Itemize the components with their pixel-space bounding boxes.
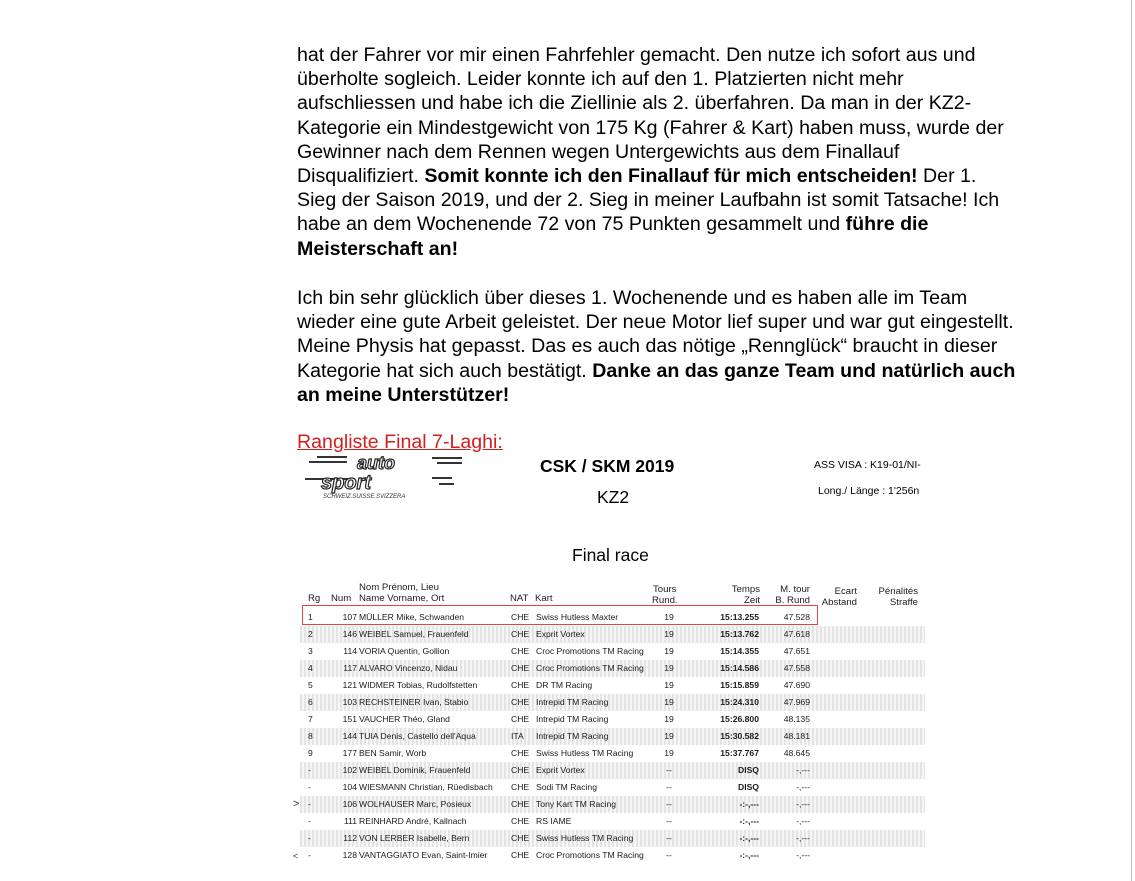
cell-time: 15:14.586 [720, 663, 759, 673]
cell-nat: CHE [511, 782, 530, 792]
cell-rg: 2 [308, 629, 313, 639]
cell-best: 47.969 [783, 697, 810, 707]
cell-name: TUIA Denis, Castello dell'Aqua [359, 731, 476, 741]
cell-num: 146 [342, 629, 357, 639]
cell-best: -,--- [796, 782, 810, 792]
cell-best: -,--- [796, 799, 810, 809]
cell-time: 15:26.800 [720, 714, 759, 724]
header-nat: NAT [510, 593, 529, 604]
cell-time: 15:24.310 [720, 697, 759, 707]
cell-tours: 19 [664, 697, 674, 707]
cell-kart: Exprit Vortex [536, 765, 585, 775]
table-row [300, 762, 925, 779]
cell-rg: 8 [308, 731, 313, 741]
cell-nat: ITA [511, 731, 524, 741]
cell-rg: 5 [308, 680, 313, 690]
cell-tours: 19 [664, 714, 674, 724]
cell-num: 103 [342, 697, 357, 707]
cell-num: 111 [343, 816, 357, 826]
cell-time: -:-,--- [739, 833, 759, 843]
header-temps-1: Temps [731, 584, 760, 595]
cell-name: VON LERBER Isabelle, Bern [359, 833, 470, 843]
paragraph1-text-run: Der 1. Sieg der Saison 2019, und der 2. Sieg in meiner Laufbahn ist somit Tatsache! Ich habe an dem Wochenende 72 von 75 Punkten gesammelt und [297, 165, 1000, 236]
cell-num: 102 [342, 765, 357, 775]
cell-nat: CHE [511, 714, 530, 724]
cell-time: 15:15.859 [720, 680, 759, 690]
cell-kart: Croc Promotions TM Racing [536, 663, 644, 673]
cell-rg: 7 [308, 714, 313, 724]
cell-name: WIDMER Tobias, Rudolfstetten [359, 680, 478, 690]
cell-name: RECHSTEINER Ivan, Stabio [359, 697, 469, 707]
table-row [300, 813, 925, 830]
table-row [300, 711, 925, 728]
paragraph1-text-run: hat der Fahrer vor mir einen Fahrfehler gemacht. Den nutze ich sofort aus und überholte sogleich. Leider konnte ich auf den 1. Platzierten nicht mehr aufschliessen und habe ich die Ziellinie als 2. überfahren. Da man in der KZ2-Kategorie ein Mindestgewicht von 175 Kg (Fahrer & Kart) haben muss, wurde der Gewinner nach dem Rennen wegen Untergewichts aus dem Finallauf Disqualifiziert. [297, 44, 1004, 188]
cell-time: DISQ [737, 765, 759, 775]
svg-text:auto: auto [357, 453, 395, 473]
cell-name: WOLHAUSER Marc, Posieux [359, 799, 472, 809]
cell-num: 144 [342, 731, 357, 741]
header-penalites-2: Straffe [889, 597, 918, 608]
cell-tours: 19 [664, 748, 674, 758]
cell-kart: Intrepid TM Racing [536, 714, 609, 724]
cell-num: 112 [343, 833, 357, 843]
cell-time: 15:37.767 [720, 748, 759, 758]
cell-nat: CHE [511, 850, 530, 860]
paragraph1-bold-run: führe die Meisterschaft an! [297, 213, 929, 260]
cell-nat: CHE [511, 680, 530, 690]
cell-kart: Croc Promotions TM Racing [536, 850, 644, 860]
cell-best: -,--- [796, 765, 810, 775]
cell-kart: Exprit Vortex [536, 629, 585, 639]
cell-rg: 9 [308, 748, 313, 758]
cell-num: 117 [343, 663, 357, 673]
cell-tours: -- [666, 765, 672, 775]
report-paragraph-1 [297, 43, 1017, 261]
header-tours-2: Rund. [652, 595, 678, 606]
table-row [300, 643, 925, 660]
cell-best: 48.135 [783, 714, 810, 724]
cell-nat: CHE [511, 646, 530, 656]
cell-name: WEIBEL Dominik, Frauenfeld [359, 765, 471, 775]
cell-kart: Sodi TM Racing [536, 782, 597, 792]
cell-tours: -- [666, 816, 672, 826]
winner-highlight-box [302, 605, 818, 625]
cell-num: 107 [342, 612, 357, 622]
header-kart: Kart [535, 593, 553, 604]
header-rg: Rg [308, 593, 321, 604]
cell-best: 48.645 [783, 748, 810, 758]
cell-name: VORIA Quentin, Gollion [359, 646, 450, 656]
margin-mark: > [293, 798, 300, 810]
cell-rg: 3 [308, 646, 313, 656]
header-ecart-2: Abstand [821, 597, 857, 608]
header-mtour-2: B. Rund [775, 595, 810, 606]
cell-rg: 1 [308, 612, 313, 622]
cell-best: -,--- [796, 833, 810, 843]
cell-kart: Intrepid TM Racing [536, 731, 609, 741]
cell-best: -,--- [796, 816, 810, 826]
document-category: KZ2 [597, 487, 630, 507]
table-row [300, 728, 925, 745]
header-num: Num [331, 593, 352, 604]
cell-kart: Swiss Hutless TM Racing [536, 748, 634, 758]
cell-nat: CHE [511, 833, 530, 843]
cell-time: -:-,--- [739, 850, 759, 860]
cell-rg: - [308, 833, 311, 843]
cell-tours: 19 [664, 663, 674, 673]
cell-kart: DR TM Racing [536, 680, 593, 690]
margin-mark: < [293, 851, 299, 861]
cell-name: REINHARD André, Kallnach [359, 816, 467, 826]
cell-best: 47.690 [783, 680, 810, 690]
cell-best: 48.181 [783, 731, 810, 741]
header-ecart-1: Ecart [834, 586, 857, 597]
paragraph1-bold-run: Somit konnte ich den Finallauf für mich entscheiden! [424, 165, 918, 188]
results-link-heading[interactable]: Rangliste Final 7-Laghi: [297, 431, 503, 453]
table-row [300, 694, 925, 711]
cell-rg: - [308, 850, 311, 860]
table-row [300, 779, 925, 796]
cell-name: VAUCHER Théo, Gland [359, 714, 450, 724]
cell-name: WEIBEL Samuel, Frauenfeld [359, 629, 469, 639]
table-row [300, 626, 925, 643]
cell-time: DISQ [737, 782, 759, 792]
race-title: Final race [572, 545, 649, 565]
cell-nat: CHE [511, 629, 530, 639]
cell-nat: CHE [511, 697, 530, 707]
table-row [300, 830, 925, 847]
cell-tours: -- [666, 833, 672, 843]
header-name-2: Name Vorname, Ort [359, 593, 445, 604]
cell-time: 15:13.255 [720, 612, 759, 622]
cell-kart: Croc Promotions TM Racing [536, 646, 644, 656]
cell-time: -:-,--- [739, 799, 759, 809]
header-tours-1: Tours [653, 584, 677, 595]
cell-rg: 4 [308, 663, 313, 673]
cell-nat: CHE [511, 612, 530, 622]
cell-best: 47.528 [783, 612, 810, 622]
cell-tours: 19 [664, 629, 674, 639]
report-paragraph-2 [297, 286, 1017, 407]
track-length: Long./ Länge : 1'256n [818, 485, 920, 497]
cell-best: 47.558 [783, 663, 810, 673]
cell-kart: Intrepid TM Racing [536, 697, 609, 707]
cell-nat: CHE [511, 663, 530, 673]
cell-num: 177 [342, 748, 357, 758]
header-penalites-1: Pénalités [878, 586, 918, 597]
cell-rg: - [308, 816, 311, 826]
cell-kart: Swiss Hutless Maxter [536, 612, 619, 622]
cell-name: WIESMANN Christian, Rüedisbach [359, 782, 493, 792]
cell-name: VANTAGGIATO Evan, Saint-Imier [359, 850, 488, 860]
cell-rg: - [308, 765, 311, 775]
cell-time: 15:13.762 [720, 629, 759, 639]
cell-name: BEN Samir, Worb [359, 748, 427, 758]
cell-time: -:-,--- [739, 816, 759, 826]
cell-num: 104 [342, 782, 357, 792]
results-table [300, 609, 925, 864]
svg-text:sport: sport [321, 472, 371, 494]
cell-nat: CHE [511, 799, 530, 809]
paragraph2-bold-run: Danke an das ganze Team und natürlich auch an meine Unterstützer! [297, 359, 1016, 406]
cell-nat: CHE [511, 765, 530, 775]
svg-text:SCHWEIZ.SUISSE.SVIZZERA: SCHWEIZ.SUISSE.SVIZZERA [323, 494, 406, 500]
cell-time: 15:30.582 [720, 731, 759, 741]
cell-nat: CHE [511, 748, 530, 758]
cell-num: 128 [342, 850, 357, 860]
cell-num: 121 [342, 680, 357, 690]
page-edge-line [1131, 0, 1132, 881]
visa-number: ASS VISA : K19-01/NI- [814, 459, 921, 471]
cell-tours: -- [666, 799, 672, 809]
table-row [300, 796, 925, 813]
header-mtour-1: M. tour [780, 584, 810, 595]
cell-rg: 6 [308, 697, 313, 707]
cell-rg: - [308, 782, 311, 792]
cell-kart: Swiss Hutless TM Racing [536, 833, 634, 843]
cell-num: 114 [343, 646, 357, 656]
cell-nat: CHE [511, 816, 530, 826]
cell-kart: Tony Kart TM Racing [536, 799, 617, 809]
cell-tours: -- [666, 782, 672, 792]
paragraph2-text-run: Ich bin sehr glücklich über dieses 1. Wochenende und es haben alle im Team wieder eine gute Arbeit geleistet. Der neue Motor lief super und war gut eingestellt. Meine Physis hat gepasst. Das es auch das nötige „Rennglück“ braucht in dieser Kategorie hat sich auch bestätigt. [297, 287, 1014, 382]
cell-rg: - [308, 799, 311, 809]
cell-time: 15:14.355 [720, 646, 759, 656]
table-row [300, 660, 925, 677]
cell-name: ALVARO Vincenzo, Nidau [359, 663, 458, 673]
cell-tours: 19 [664, 680, 674, 690]
document-title: CSK / SKM 2019 [540, 456, 675, 476]
cell-tours: 19 [664, 612, 674, 622]
cell-num: 151 [342, 714, 357, 724]
cell-tours: 19 [664, 646, 674, 656]
cell-best: 47.618 [783, 629, 810, 639]
cell-best: -,--- [796, 850, 810, 860]
cell-best: 47.651 [783, 646, 810, 656]
header-name-1: Nom Prénom, Lieu [359, 582, 439, 593]
cell-tours: -- [666, 850, 672, 860]
cell-kart: RS IAME [536, 816, 572, 826]
cell-num: 106 [342, 799, 357, 809]
cell-tours: 19 [664, 731, 674, 741]
table-row [300, 677, 925, 694]
table-row [300, 745, 925, 762]
header-temps-2: Zeit [744, 595, 760, 606]
table-row [300, 847, 925, 864]
cell-name: MÜLLER Mike, Schwanden [359, 612, 465, 622]
auto-sport-logo [297, 453, 472, 501]
